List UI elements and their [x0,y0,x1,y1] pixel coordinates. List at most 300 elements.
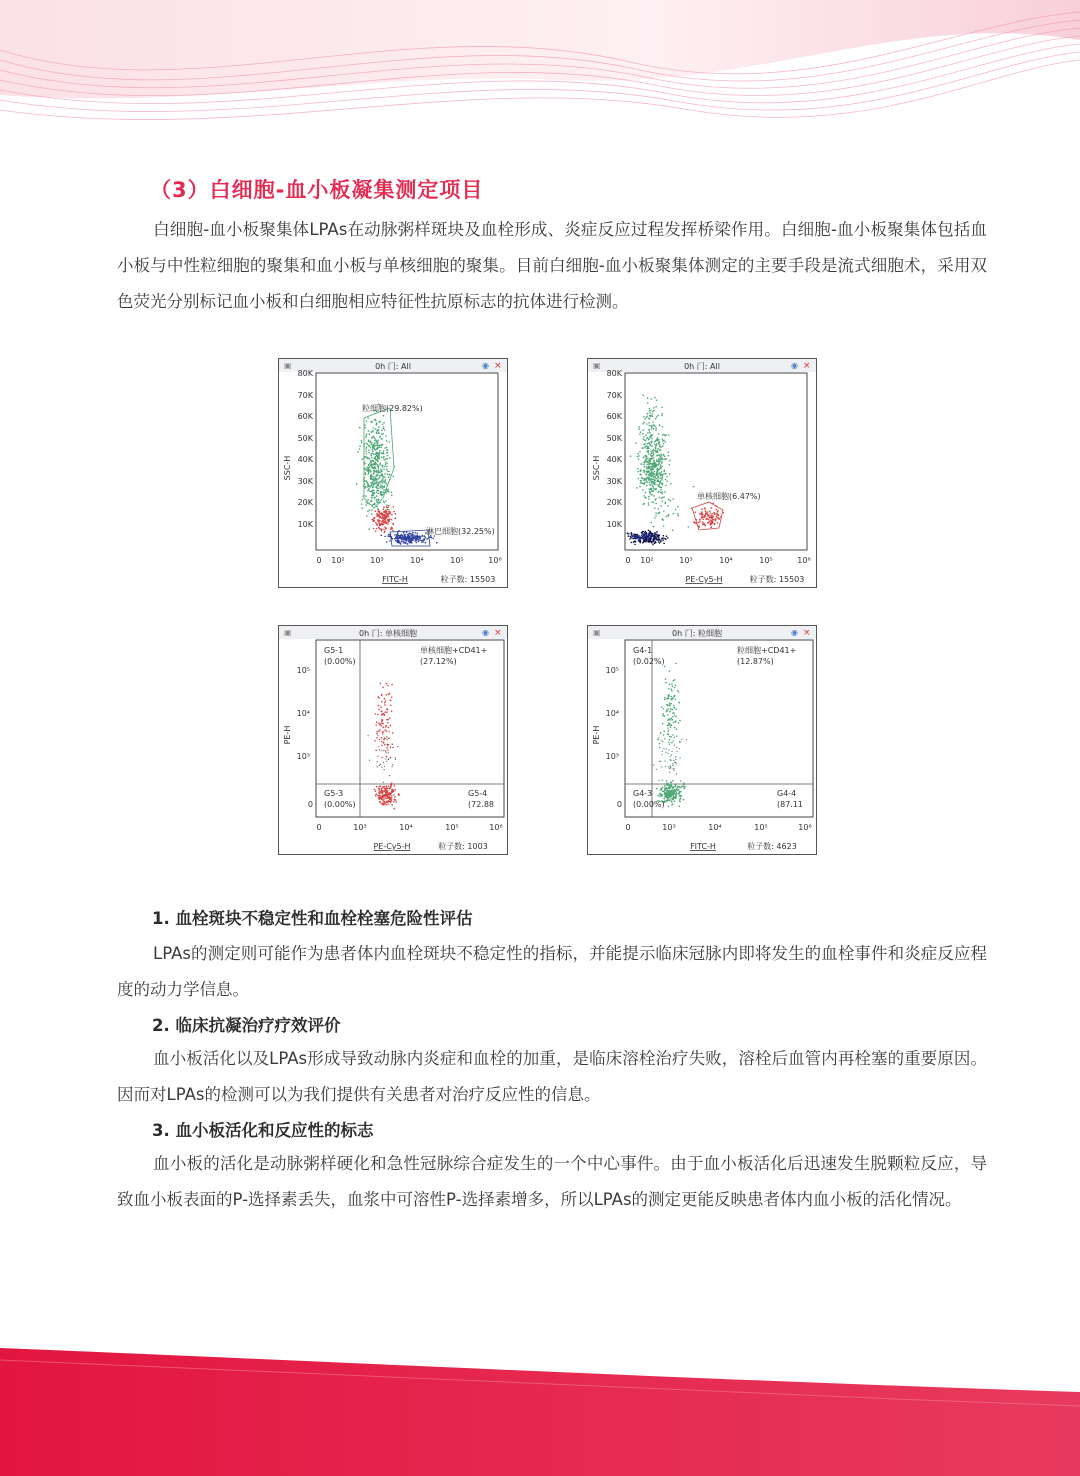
scatter-dot [651,453,653,455]
scatter-dot [653,449,655,451]
scatter-dot [378,793,380,795]
scatter-dot [638,537,640,539]
scatter-dot [368,489,370,491]
scatter-dot [668,515,670,517]
scatter-dot [381,444,383,446]
scatter-dot [666,458,668,460]
scatter-dot [399,538,401,540]
scatter-dot [655,532,657,534]
scatter-dot [382,742,384,744]
scatter-dot [648,429,650,431]
scatter-dot [391,711,393,713]
scatter-dot [665,766,666,767]
scatter-dot [661,707,663,709]
scatter-dot [394,796,396,798]
scatter-dot [650,410,652,412]
scatter-dot [395,513,397,515]
scatter-dot [391,791,393,793]
scatter-dot [391,795,393,797]
scatter-dot [390,746,391,747]
scatter-dot [386,797,388,799]
scatter-dot [670,736,672,738]
scatter-dot [370,485,372,487]
scatter-dot [383,428,385,430]
scatter-dot [391,527,393,529]
scatter-dot [630,455,632,457]
scatter-dot [382,453,384,455]
scatter-dot [680,791,682,793]
scatter-dot [652,481,654,483]
scatter-dot [670,767,671,768]
y-tick: 20K [606,498,622,507]
plot-close-icon[interactable]: × [803,361,811,371]
scatter-dot [675,759,676,760]
scatter-dot [664,792,666,794]
scatter-dot [663,783,665,785]
scatter-dot [368,445,370,447]
scatter-dot [655,406,657,408]
scatter-dot [693,486,695,488]
scatter-dot [386,513,388,515]
scatter-dot [679,801,681,803]
scatter-dot [706,513,708,515]
scatter-dot [384,429,386,431]
scatter-dot [634,544,636,546]
scatter-dot [670,756,671,757]
scatter-dot [376,524,378,526]
scatter-dot [379,517,381,519]
scatter-dot [649,408,651,410]
scatter-dot [657,472,659,474]
scatter-dot [665,801,667,803]
scatter-dot [387,535,389,537]
scatter-dot [386,468,388,470]
scatter-dot [661,466,663,468]
scatter-dot [378,730,380,732]
scatter-dot [368,528,370,530]
scatter-dot [383,762,384,763]
scatter-dot [660,761,661,762]
scatter-dot [379,464,381,466]
scatter-dot [662,715,664,717]
scatter-dot [665,441,667,443]
scatter-dot [383,457,385,459]
scatter-dot [409,537,411,539]
scatter-dot [678,722,680,724]
scatter-dot [674,687,676,689]
scatter-dot [655,515,657,517]
scatter-dot [702,522,704,524]
scatter-dot [388,758,389,759]
x-axis-label: PE-Cy5-H [373,842,411,851]
scatter-dot [660,467,662,469]
scatter-dot [648,504,650,506]
scatter-dot [646,415,648,417]
scatter-dot [366,420,368,422]
scatter-dot [680,780,682,782]
scatter-dot [674,679,676,681]
scatter-dot [671,751,672,752]
scatter-dot [656,481,658,483]
scatter-dot [384,482,386,484]
scatter-dot [387,749,389,751]
scatter-dot [674,714,676,716]
x-tick: 0 [625,823,631,832]
x-tick: 10⁶ [797,556,811,565]
scatter-dot [707,522,709,524]
scatter-dot [418,541,420,543]
scatter-dot [395,540,397,542]
scatter-dot [647,443,649,445]
scatter-dot [635,442,637,444]
plot-close-icon[interactable]: × [803,628,811,638]
scatter-dot [663,535,665,537]
scatter-dot [388,752,389,753]
scatter-dot [390,757,391,758]
scatter-dot [394,518,396,520]
scatter-dot [393,506,395,508]
scatter-dot [654,477,656,479]
plot-close-icon[interactable]: × [494,628,502,638]
scatter-dot [378,493,380,495]
scatter-dot [663,434,665,436]
scatter-dot [653,764,654,765]
scatter-dot [652,490,654,492]
y-tick: 10K [297,520,313,529]
scatter-dot [396,534,398,536]
scatter-dot [366,482,368,484]
x-tick: 10⁶ [488,556,502,565]
scatter-dot [653,526,655,528]
scatter-dot [661,538,663,540]
scatter-dot [376,452,378,454]
scatter-dot [664,785,665,786]
scatter-dot [383,476,385,478]
scatter-dot [359,448,361,450]
scatter-dot [662,483,664,485]
scatter-dot [373,517,375,519]
x-tick: 10² [331,556,345,565]
scatter-dot [386,730,388,732]
scatter-dot [661,501,663,503]
scatter-dot [380,706,382,708]
scatter-dot [660,739,661,740]
scatter-dot [383,492,385,494]
scatter-dot [374,478,376,480]
scatter-dot [713,519,715,521]
scatter-dot [375,463,377,465]
scatter-dot [419,538,421,540]
scatter-dot [648,532,650,534]
scatter-dot [670,724,672,726]
scatter-dot [660,465,662,467]
plot-4-header: 0h 门: 粒细胞 [672,629,722,638]
scatter-dot [397,539,399,541]
scatter-dot [365,451,367,453]
scatter-dot [381,798,383,800]
scatter-dot [401,536,403,538]
scatter-dot [673,740,674,741]
scatter-dot [384,769,385,770]
scatter-dot [711,520,713,522]
scatter-dot [640,469,642,471]
scatter-dot [377,761,378,762]
scatter-dot [652,468,654,470]
scatter-dot [651,427,653,429]
scatter-dot [682,786,684,788]
scatter-dot [377,511,379,513]
scatter-dot [382,433,384,435]
y-axis-label: SSC-H [283,455,292,481]
scatter-dot [706,518,708,520]
x-tick: 10⁴ [708,823,722,832]
gate-label: 粒细胞(29.82%) [362,404,423,413]
scatter-dot [386,683,388,685]
scatter-dot [651,451,653,453]
scatter-dot [703,519,705,521]
scatter-dot [366,453,368,455]
scatter-dot [389,518,391,520]
scatter-dot [387,685,389,687]
scatter-dot [388,738,390,740]
scatter-dot [661,415,663,417]
scatter-dot [373,464,375,466]
scatter-dot [644,446,646,448]
scatter-dot [383,426,385,428]
scatter-dot [668,434,670,436]
scatter-dot [382,424,384,426]
scatter-dot [385,520,387,522]
scatter-dot [645,461,647,463]
scatter-dot [679,702,681,704]
scatter-dot [703,516,705,518]
scatter-dot [676,751,677,752]
y-tick: 40K [297,455,313,464]
scatter-dot [378,705,380,707]
scatter-dot [382,687,384,689]
plot-settings-icon[interactable]: ◉ [482,628,489,637]
scatter-dot [632,536,634,538]
scatter-dot [671,801,673,803]
scatter-dot [643,395,645,397]
scatter-dot [395,757,396,758]
scatter-dot [384,711,386,713]
scatter-dot [388,534,390,536]
scatter-dot [373,493,375,495]
scatter-dot [628,535,630,537]
scatter-dot [389,457,391,459]
scatter-dot [661,461,663,463]
scatter-dot [646,466,648,468]
scatter-dot [383,500,385,502]
scatter-dot [674,707,676,709]
scatter-dot [391,804,393,806]
scatter-dot [361,507,363,509]
scatter-dot [361,503,363,505]
scatter-dot [374,520,376,522]
scatter-dot [643,495,645,497]
scatter-dot [654,397,656,399]
scatter-dot [651,501,653,503]
scatter-dot [395,801,397,803]
scatter-dot [671,683,673,685]
scatter-dot [661,795,663,797]
scatter-dot [679,748,680,749]
scatter-dot [642,489,644,491]
scatter-dot [359,445,361,447]
flow-plot-2 [587,358,817,588]
scatter-dot [654,474,656,476]
scatter-dot [643,538,645,540]
plot-settings-icon[interactable]: ◉ [482,361,489,370]
scatter-dot [372,485,374,487]
scatter-dot [654,542,656,544]
scatter-dot [716,513,718,515]
scatter-dot [377,519,379,521]
scatter-dot [658,443,660,445]
quadrant-name: G5-1 [324,646,344,655]
y-tick: 70K [297,391,313,400]
scatter-dot [377,735,378,736]
x-tick: 0 [625,556,631,565]
item-1-paragraph [117,936,987,1008]
scatter-dot [666,480,668,482]
scatter-dot [629,538,631,540]
scatter-dot [635,541,637,543]
scatter-dot [642,433,644,435]
scatter-dot [368,467,370,469]
y-tick: 30K [606,477,622,486]
scatter-dot [670,782,672,784]
scatter-dot [653,483,655,485]
scatter-dot [411,542,413,544]
scatter-dot [384,511,386,513]
scatter-dot [426,538,428,540]
scatter-dot [375,795,377,797]
scatter-dot [672,788,674,790]
scatter-dot [670,719,672,721]
scatter-dot [658,433,660,435]
scatter-dot [654,467,656,469]
scatter-dot [671,794,673,796]
scatter-dot [364,427,366,429]
scatter-dot [664,459,666,461]
scatter-dot [381,535,383,537]
particle-count: 粒子数: 15503 [749,575,805,584]
scatter-dot [380,785,382,787]
scatter-dot [664,435,666,437]
scatter-dot [639,473,641,475]
plot-settings-icon[interactable]: ◉ [791,361,798,370]
scatter-dot [366,501,368,503]
scatter-dot [660,732,661,733]
scatter-dot [381,757,383,759]
x-tick: 10⁴ [719,556,733,565]
scatter-dot [644,532,646,534]
scatter-dot [652,479,654,481]
scatter-dot [672,763,674,765]
scatter-dot [643,504,645,506]
scatter-dot [647,402,649,404]
scatter-dot [669,464,671,466]
scatter-dot [381,456,383,458]
scatter-dot [394,534,396,536]
scatter-dot [415,537,417,539]
scatter-dot [652,485,654,487]
x-tick: 10⁵ [759,556,773,565]
scatter-dot [662,477,664,479]
scatter-dot [641,463,643,465]
scatter-dot [675,786,677,788]
scatter-dot [381,471,383,473]
scatter-dot [648,535,650,537]
scatter-dot [377,456,379,458]
scatter-dot [372,430,374,432]
scatter-dot [707,511,709,513]
scatter-dot [380,469,382,471]
scatter-dot [376,480,378,482]
scatter-dot [385,750,387,752]
scatter-dot [660,446,662,448]
scatter-dot [672,529,674,531]
scatter-dot [374,471,376,473]
scatter-dot [658,441,660,443]
scatter-dot [669,723,670,724]
scatter-dot [387,449,389,451]
scatter-dot [381,803,383,805]
scatter-dot [651,542,653,544]
scatter-dot [662,475,664,477]
scatter-dot [653,495,655,497]
scatter-dot [677,787,679,789]
scatter-dot [651,442,653,444]
scatter-dot [651,441,653,443]
scatter-dot [384,729,386,731]
plot-window-icon: ▣ [593,361,601,370]
scatter-dot [662,751,663,752]
scatter-dot [369,477,371,479]
scatter-dot [661,794,663,796]
scatter-dot [663,543,665,545]
scatter-dot [388,476,390,478]
scatter-dot [379,795,381,797]
scatter-dot [647,538,649,540]
scatter-dot [656,531,658,533]
scatter-dot [384,466,386,468]
scatter-dot [383,739,385,741]
scatter-dot [638,539,640,541]
scatter-dot [672,712,674,714]
scatter-dot [377,766,378,767]
scatter-dot [648,530,650,532]
scatter-dot [378,515,380,517]
plot-settings-icon[interactable]: ◉ [791,628,798,637]
scatter-dot [375,420,377,422]
scatter-dot [385,435,387,437]
scatter-dot [638,428,640,430]
scatter-dot [386,463,388,465]
particle-count: 粒子数: 4623 [747,842,797,851]
scatter-dot [387,519,389,521]
scatter-dot [683,784,685,786]
scatter-dot [391,494,393,496]
scatter-dot [654,441,656,443]
scatter-dot [376,471,378,473]
scatter-dot [387,803,389,805]
scatter-dot [386,506,388,508]
plot-close-icon[interactable]: × [494,361,502,371]
scatter-dot [680,796,682,798]
